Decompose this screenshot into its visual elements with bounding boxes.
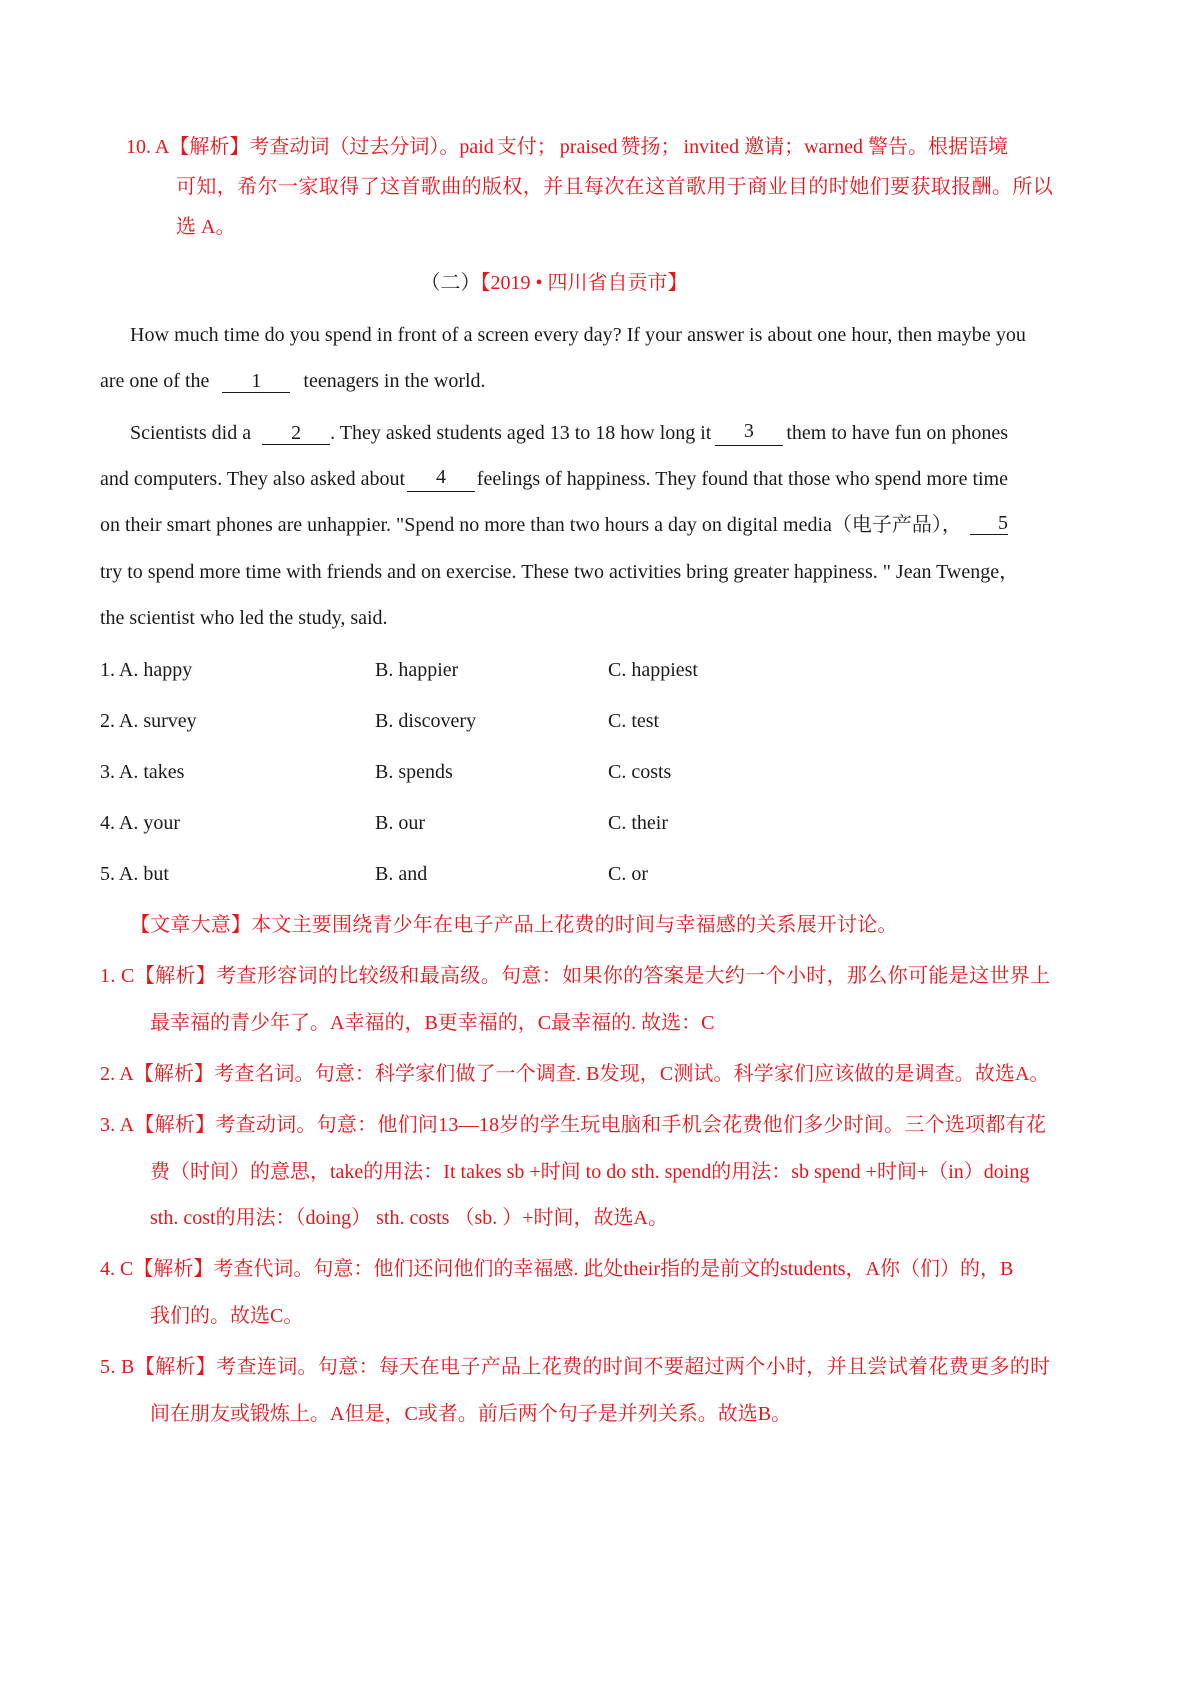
passage-text: are one of the [100,370,210,392]
option-2c: C. test [608,710,660,732]
passage-p2-line5: the scientist who led the study, said. [100,607,388,629]
answer-3-line3: sth. cost的用法：（doing） sth. costs （sb. ）+时间，故选A。 [150,1207,668,1229]
blank-1: 1 [222,370,290,393]
section-title: 【2019 • 四川省自贡市】 [480,272,688,294]
answer-2-line1: 2. A【解析】考查名词。句意：科学家们做了一个调查. B发现，C测试。科学家们应该做的是调查。故选A。 [100,1063,1050,1085]
q10-part: invited 邀请；warned 警告。根据语境 [683,136,1008,158]
option-3a: 3. A. takes [100,761,185,783]
option-5c: C. or [608,863,648,885]
answer-4-line1: 4. C【解析】考查代词。句意：他们还问他们的幸福感. 此处their指的是前文的students，A你（们）的，B [100,1258,1014,1280]
blank-2: 2 [262,422,330,445]
passage-p1-line2 [100,368,486,394]
passage-text: and computers. They also asked about [100,468,406,490]
q10-explanation-line1 [126,134,1008,160]
answer-5-line2: 间在朋友或锻炼上。A但是，C或者。前后两个句子是并列关系。故选B。 [150,1403,792,1425]
option-4a: 4. A. your [100,812,180,834]
section-prefix: （二） [420,272,481,294]
passage-p2-line4: try to spend more time with friends and on exercise. These two activities bring greater happiness. " Jean Twenge， [100,561,1020,583]
option-3c: C. costs [608,761,672,783]
option-1c: C. happiest [608,659,698,681]
q10-part: praised [559,136,618,158]
section-heading [0,270,1108,296]
passage-p1-line1: How much time do you spend in front of a screen every day? If your answer is about one hour, then maybe you [130,324,1026,346]
passage-p2-line1 [130,420,1008,446]
passage-text: feelings of happiness. They found that those who spend more time [476,468,1008,490]
main-idea: 【文章大意】本文主要围绕青少年在电子产品上花费的时间与幸福感的关系展开讨论。 [130,914,898,936]
answer-4-line2: 我们的。故选C。 [150,1305,304,1327]
option-2a: 2. A. survey [100,710,197,732]
answer-1-line1: 1. C【解析】考查形容词的比较级和最高级。句意：如果你的答案是大约一个小时，那么你可能是这世界上 [100,965,1051,987]
option-4c: C. their [608,812,668,834]
passage-text [130,420,711,446]
blank-5: 5 [970,512,1008,535]
option-5b: B. and [375,863,428,885]
answer-3-line1: 3. A【解析】考查动词。句意：他们问13—18岁的学生玩电脑和手机会花费他们多少时间。三个选项都有花 [100,1114,1047,1136]
option-1b: B. happier [375,659,459,681]
passage-p2-line2 [100,466,1008,492]
passage-p2-line3 [100,512,1008,538]
passage-text: them to have fun on phones [786,422,1008,444]
q10-part: 10. A【解析】考查动词（过去分词）。paid [126,136,494,158]
q10-explanation-line2: 可知，希尔一家取得了这首歌曲的版权，并且每次在这首歌用于商业目的时她们要获取报酬。所以 [176,176,1054,198]
option-5a: 5. A. but [100,863,169,885]
blank-4: 4 [407,466,475,492]
answer-5-line1: 5. B【解析】考查连词。句意：每天在电子产品上花费的时间不要超过两个小时，并且尝试着花费更多的时 [100,1356,1051,1378]
passage-text: on their smart phones are unhappier. "Spend no more than two hours a day on digital media（电子产品）， [100,514,962,536]
option-4b: B. our [375,812,425,834]
q10-explanation-line3: 选 A。 [176,216,236,238]
answer-1-line2: 最幸福的青少年了。A幸福的，B更幸福的，C最幸福的. 故选：C [150,1012,715,1034]
blank-3: 3 [715,420,783,446]
q10-part: 支付； [496,136,557,158]
q10-part: 赞扬； [620,136,681,158]
option-1a: 1. A. happy [100,659,193,681]
passage-text: teenagers in the world. [303,370,486,392]
option-2b: B. discovery [375,710,477,732]
option-3b: B. spends [375,761,453,783]
passage-text: Scientists did a [130,422,252,444]
passage-text: . They asked students aged 13 to 18 how long it [330,422,712,444]
answer-3-line2: 费（时间）的意思，take的用法：It takes sb +时间 to do sth. spend的用法：sb spend +时间+（in）doing [150,1161,1030,1183]
